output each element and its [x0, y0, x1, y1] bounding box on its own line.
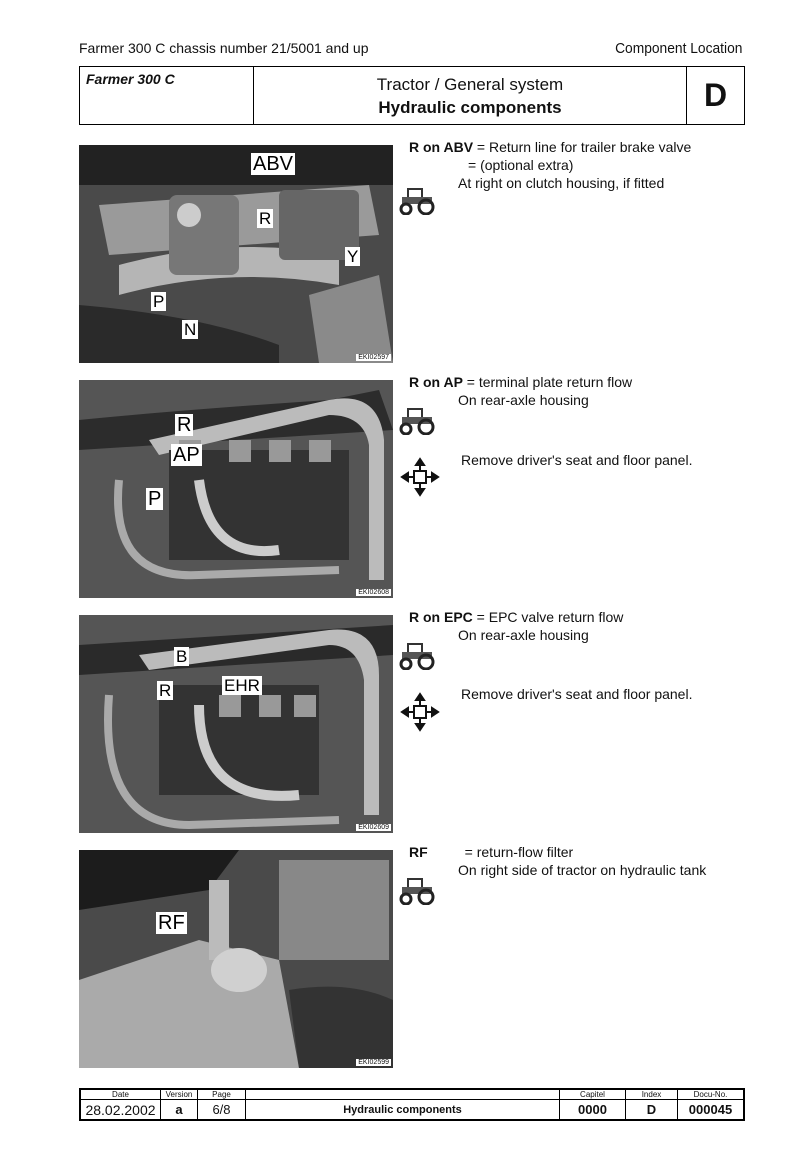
- footer-header-version: Version: [161, 1090, 198, 1100]
- entry-term: R on EPC: [409, 609, 473, 625]
- footer-header-index: Index: [626, 1090, 678, 1100]
- entry-term: R on AP: [409, 374, 463, 390]
- tractor-icon: [396, 640, 438, 670]
- model-name: Farmer 300 C: [80, 67, 254, 124]
- move-arrows-icon: [400, 457, 440, 497]
- entry-eq2: = (optional extra): [468, 157, 574, 173]
- label-r: R: [259, 209, 272, 228]
- entry-location: At right on clutch housing, if fitted: [458, 175, 665, 191]
- entry-eq: = EPC valve return flow: [472, 609, 624, 625]
- label-ehr: EHR: [224, 676, 260, 695]
- entry-instruction: Remove driver's seat and floor panel.: [461, 686, 693, 702]
- footer-title: Hydraulic components: [246, 1100, 560, 1120]
- photo-rf-graphic: [79, 850, 393, 1068]
- tractor-icon: [396, 875, 438, 905]
- entry-eq: = Return line for trailer brake valve: [473, 139, 692, 155]
- photo-code: EKI02597: [358, 354, 389, 361]
- footer-table: [79, 1088, 745, 1121]
- title-line1: Tractor / General system: [376, 75, 564, 94]
- entry-rf-text: [409, 843, 706, 879]
- section-title: Component Location: [614, 40, 742, 57]
- entry-ap-text: [409, 373, 632, 409]
- photo-epc-graphic: [79, 615, 393, 833]
- move-arrows-icon: [400, 692, 440, 732]
- label-p: P: [148, 488, 162, 510]
- photo-code: EKI02599: [358, 1059, 389, 1066]
- title-line2: Hydraulic components: [378, 98, 562, 117]
- footer-date: 28.02.2002: [81, 1100, 161, 1120]
- label-abv: ABV: [253, 153, 294, 175]
- label-r: R: [177, 414, 192, 436]
- footer-header-page: Page: [198, 1090, 246, 1100]
- entry-abv-text: [409, 138, 691, 192]
- entry-term: R on ABV: [409, 139, 474, 155]
- entry-term: RF: [409, 844, 428, 860]
- entry-eq: = terminal plate return flow: [462, 374, 633, 390]
- section-letter: D: [686, 67, 744, 124]
- footer-header-capitel: Capitel: [560, 1090, 626, 1100]
- footer-capitel: 0000: [560, 1100, 626, 1120]
- footer-page: 6/8: [198, 1100, 246, 1120]
- photo-code: EKI02608: [358, 589, 389, 596]
- photo-abv: [79, 145, 393, 363]
- doc-subtitle: Farmer 300 C chassis number 21/5001 and up: [79, 40, 369, 56]
- photo-epc: [79, 615, 393, 833]
- footer-version: a: [161, 1100, 198, 1120]
- label-ap: AP: [173, 444, 200, 466]
- photo-ap: [79, 380, 393, 598]
- footer-header-date: Date: [81, 1090, 161, 1100]
- entry-eq: = return-flow filter: [464, 844, 574, 860]
- photo-ap-graphic: [79, 380, 393, 598]
- entry-location: On rear-axle housing: [458, 392, 589, 408]
- footer-docu-no: 000045: [678, 1100, 744, 1120]
- entry-location: On right side of tractor on hydraulic tank: [458, 862, 707, 878]
- entry-epc-text: [409, 608, 623, 644]
- photo-code: EKI02609: [358, 824, 389, 831]
- label-y: Y: [347, 247, 359, 266]
- footer-header-docu: Docu-No.: [678, 1090, 744, 1100]
- entry-location: On rear-axle housing: [458, 627, 589, 643]
- label-p: P: [153, 292, 165, 311]
- photo-rf: [79, 850, 393, 1068]
- tractor-icon: [396, 185, 438, 215]
- title-center: [254, 67, 686, 124]
- footer-header-title: [246, 1090, 560, 1100]
- label-r: R: [159, 681, 172, 700]
- title-block: [79, 66, 745, 125]
- label-n: N: [184, 320, 197, 339]
- label-rf: RF: [158, 912, 185, 934]
- footer-index: D: [626, 1100, 678, 1120]
- label-b: B: [176, 647, 188, 666]
- tractor-icon: [396, 405, 438, 435]
- entry-instruction: Remove driver's seat and floor panel.: [461, 452, 693, 468]
